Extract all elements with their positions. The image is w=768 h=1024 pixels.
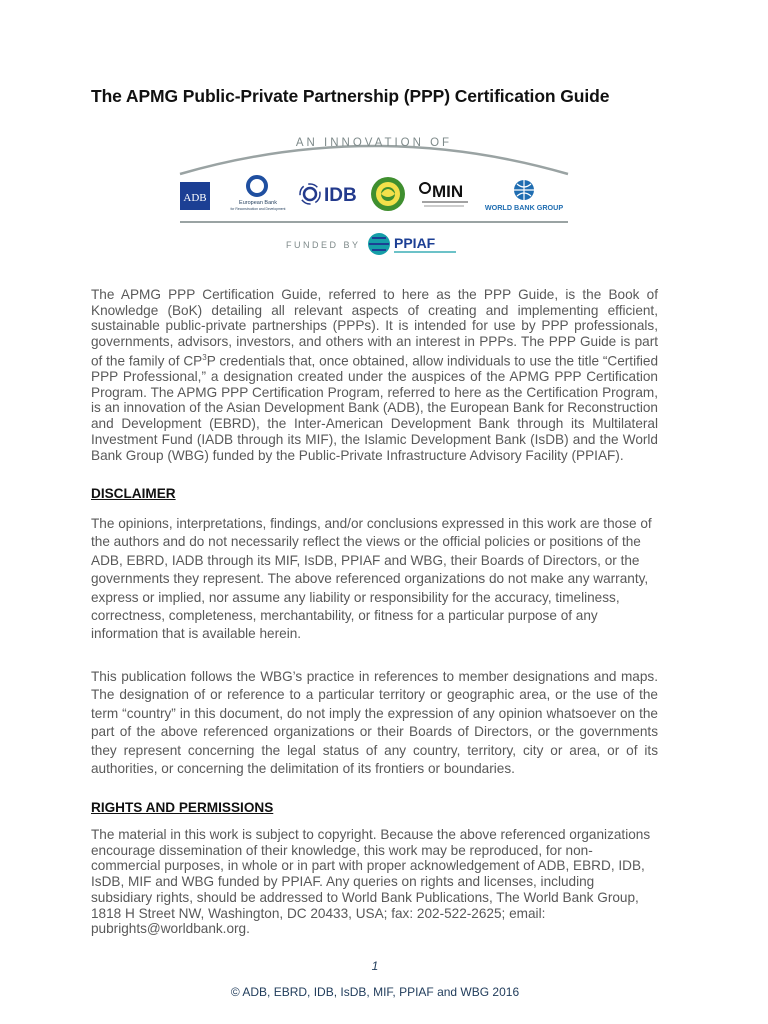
ebrd-logo-line2: for Reconstruction and Development: [230, 207, 286, 211]
rights-paragraph: The material in this work is subject to copyright. Because the above referenced organizations encourage dissemination of their knowledge, this work may be reproduced, for non-commercial purposes, in whole or in part with proper acknowledgement of ADB, EBRD, IDB, IsDB, MIF and WBG funded by PPIAF. Any queries on rights and licenses, including subsidiary rights, should be addressed to World Bank Publications, The World Bank Group, 1818 H Street NW, Washington, DC 20433, USA; fax: 202-522-2625; email: pubrights@worldbank.org.: [91, 827, 651, 937]
disclaimer-paragraph-2: This publication follows the WBG’s practice in references to member designations and maps. The designation of or reference to a particular territory or geographic area, or the use of the term “country” in this document, do not imply the expression of any opinion whatsoever on the part of the above referenced organizations or their Boards of Directors, or the governments they represent concerning the legal status of any country, territory, city or area, or of its authorities, or concerning the delimitation of its frontiers or boundaries.: [91, 669, 658, 777]
isdb-logo: [371, 177, 405, 211]
intro-text-part2: P credentials that, once obtained, allow individuals to use the title “Certified PPP Professional,” a designation created under the auspices of the APMG PPP Certification Program. The APMG PPP Certification Program, referred to here as the Certification Program, is an innovation of the Asian Development Bank (ADB), the European Bank for Reconstruction and Development (EBRD), the Inter-American Development Bank through its Multilateral Investment Fund (IADB through its MIF), the Islamic Development Bank (IsDB) and the World Bank Group (WBG) funded by the Public-Private Infrastructure Advisory Facility (PPIAF).: [91, 353, 659, 463]
intro-paragraph: [91, 287, 658, 463]
mif-logo: [420, 182, 468, 206]
intro-superscript: 3: [202, 352, 207, 362]
idb-logo-text: IDB: [324, 185, 357, 206]
rights-heading: RIGHTS AND PERMISSIONS: [91, 800, 274, 815]
ebrd-logo: [230, 177, 285, 211]
innovation-header-text: AN INNOVATION OF: [295, 137, 453, 149]
partner-logos-banner: [178, 126, 570, 258]
ppiaf-logo-text: PPIAF: [394, 235, 436, 251]
adb-logo: [180, 182, 210, 210]
intro-text-part1: The APMG PPP Certification Guide, referred to here as the PPP Guide, is the Book of Knowledge (BoK) detailing all relevant aspects of creating and implementing efficient, sustainable public-private partnerships (PPPs). It is intended for use by PPP professionals, governments, advisors, investors, and others with an interest in PPPs. The PPP Guide is part of the family of CP: [91, 287, 658, 369]
funded-by-text: FUNDED BY: [286, 240, 361, 250]
world-bank-group-logo-text: WORLD BANK GROUP: [484, 203, 564, 212]
page-number: 1: [371, 959, 379, 973]
ebrd-logo-line1: European Bank: [239, 200, 277, 206]
mif-logo-text: MIN: [432, 182, 464, 201]
copyright-footer: © ADB, EBRD, IDB, IsDB, MIF, PPIAF and WBG 2016: [230, 985, 520, 999]
idb-logo: [300, 184, 357, 206]
adb-logo-text: ADB: [183, 192, 207, 204]
disclaimer-heading: DISCLAIMER: [91, 486, 176, 501]
disclaimer-paragraph-1: The opinions, interpretations, findings, and/or conclusions expressed in this work are those of the authors and do not necessarily reflect the views or the official policies or positions of the ADB, EBRD, IADB through its MIF, IsDB, PPIAF and WBG, their Boards of Directors, or the governments they represent. The above referenced organizations do not make any warranty, express or implied, nor assume any liability or responsibility for the accuracy, timeliness, correctness, completeness, merchantability, or fitness for a particular purpose of any information that is available herein.: [91, 516, 652, 642]
world-bank-group-logo: [485, 180, 563, 212]
ppiaf-logo: [368, 233, 456, 255]
banner-top-arc: [180, 146, 568, 174]
document-title: The APMG Public-Private Partnership (PPP) Certification Guide: [91, 86, 610, 106]
